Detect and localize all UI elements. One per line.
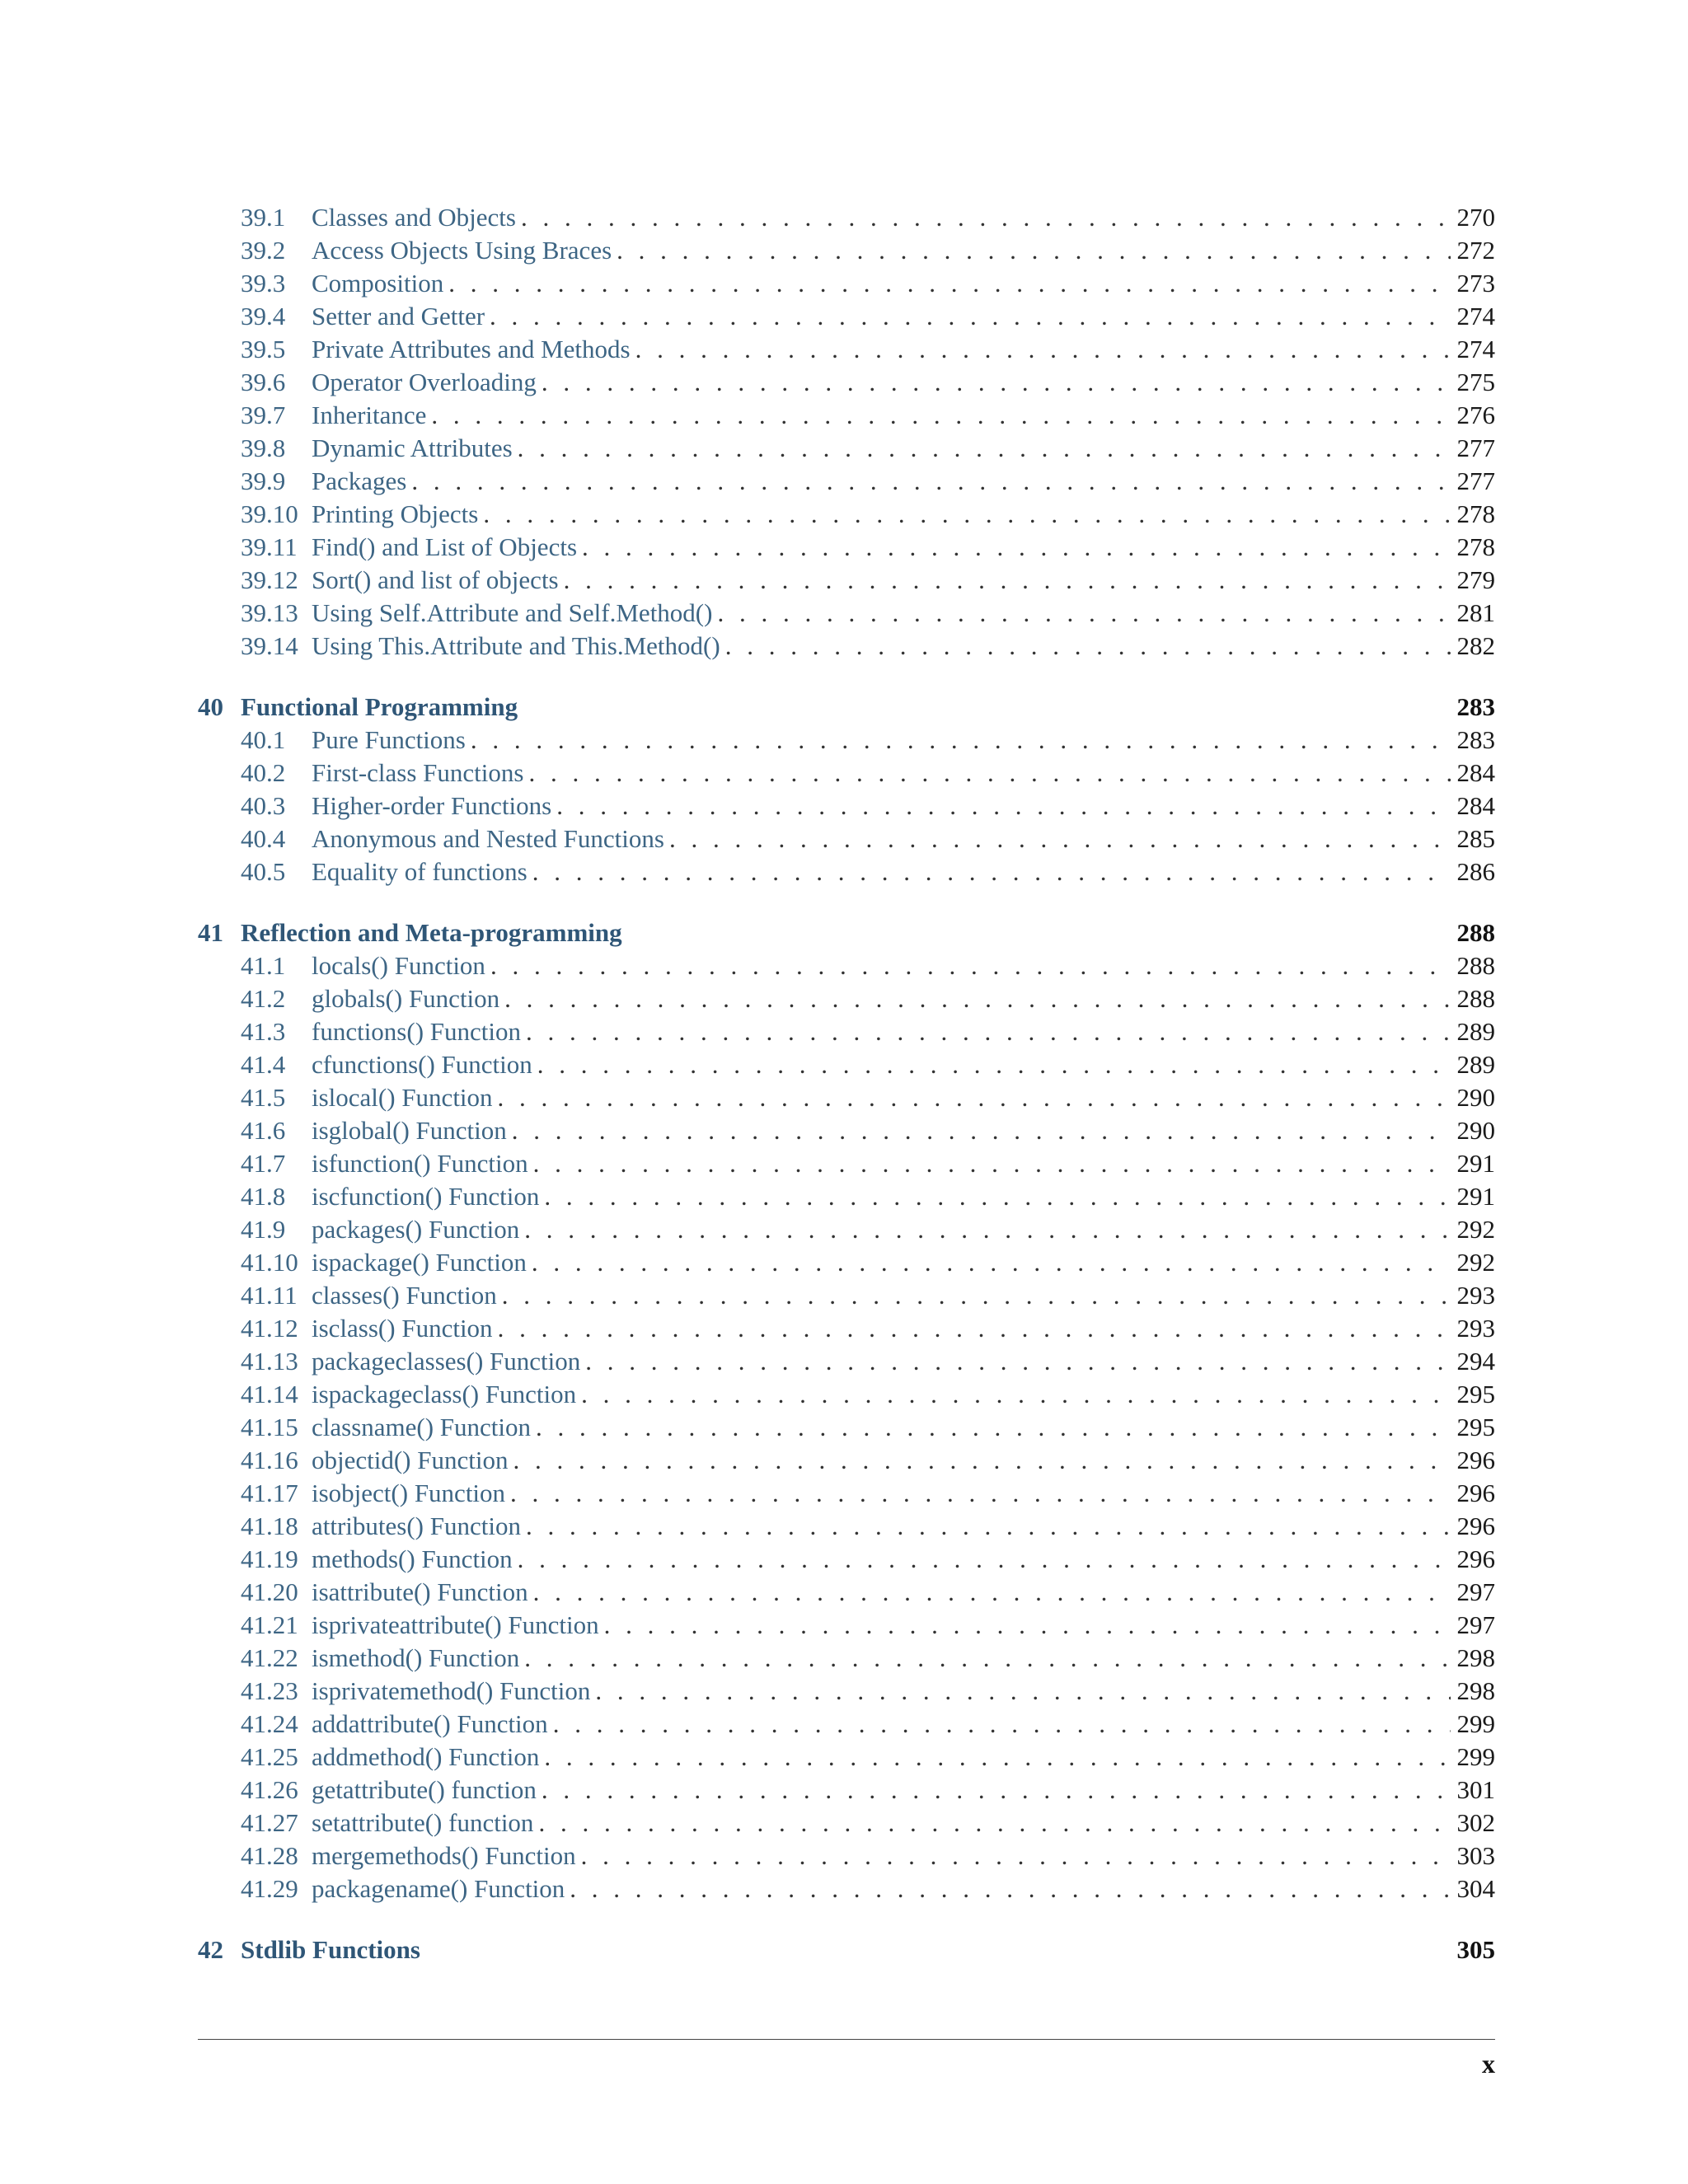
- page-number[interactable]: 296: [1456, 1544, 1495, 1573]
- section-title-link[interactable]: isclass() Function: [312, 1314, 493, 1343]
- page-number[interactable]: 276: [1456, 401, 1495, 429]
- toc-section-entry[interactable]: [198, 949, 1495, 982]
- dot-leader: [536, 1411, 1451, 1444]
- toc-section-entry[interactable]: [198, 1510, 1495, 1543]
- section-number[interactable]: 41.11: [241, 1281, 298, 1310]
- chapter-title-link[interactable]: Reflection and Meta-programming: [241, 918, 622, 947]
- toc-section-entry[interactable]: [198, 1180, 1495, 1213]
- section-number[interactable]: 41.5: [241, 1083, 286, 1112]
- chapter-number[interactable]: 42: [198, 1935, 223, 1964]
- section-title-link[interactable]: classes() Function: [312, 1281, 497, 1310]
- section-number[interactable]: 39.10: [241, 499, 298, 528]
- dot-leader: [431, 399, 1451, 432]
- section-title-link[interactable]: isprivatemethod() Function: [312, 1676, 591, 1705]
- page-number[interactable]: 283: [1456, 725, 1495, 754]
- page-folio: x: [1482, 2049, 1495, 2079]
- section-title-link[interactable]: Composition: [312, 269, 444, 298]
- section-title-link[interactable]: iscfunction() Function: [312, 1182, 540, 1211]
- page-number[interactable]: 292: [1456, 1215, 1495, 1244]
- dot-leader: [498, 1081, 1451, 1114]
- dot-leader: [471, 724, 1451, 757]
- section-number[interactable]: 40.3: [241, 791, 286, 820]
- dot-leader: [513, 1444, 1451, 1477]
- section-title-link[interactable]: Pure Functions: [312, 725, 466, 754]
- page-number[interactable]: 274: [1456, 335, 1495, 363]
- page-number[interactable]: 283: [1456, 692, 1495, 721]
- dot-leader: [604, 1609, 1451, 1642]
- toc-section-entry[interactable]: [198, 1543, 1495, 1576]
- section-number[interactable]: 41.3: [241, 1017, 286, 1046]
- toc-section-entry[interactable]: [198, 1345, 1495, 1378]
- section-number[interactable]: 41.29: [241, 1874, 298, 1903]
- section-title-link[interactable]: Operator Overloading: [312, 368, 537, 396]
- section-title-link[interactable]: mergemethods() Function: [312, 1841, 576, 1870]
- dot-leader: [533, 1576, 1451, 1609]
- section-title-link[interactable]: attributes() Function: [312, 1511, 521, 1540]
- toc-section-entry[interactable]: [198, 1675, 1495, 1708]
- toc-section-entry[interactable]: [198, 597, 1495, 630]
- page-number[interactable]: 292: [1456, 1248, 1495, 1277]
- section-number[interactable]: 41.17: [241, 1479, 298, 1507]
- section-title-link[interactable]: Classes and Objects: [312, 203, 516, 232]
- section-number[interactable]: 41.13: [241, 1347, 298, 1376]
- section-title-link[interactable]: isglobal() Function: [312, 1116, 507, 1145]
- toc-section-entry[interactable]: [198, 1609, 1495, 1642]
- dot-leader: [570, 1872, 1451, 1905]
- section-number[interactable]: 39.12: [241, 565, 298, 594]
- section-number[interactable]: 40.1: [241, 725, 286, 754]
- section-title-link[interactable]: Anonymous and Nested Functions: [312, 824, 664, 853]
- section-number[interactable]: 41.22: [241, 1643, 298, 1672]
- page-number[interactable]: 296: [1456, 1479, 1495, 1507]
- dot-leader: [542, 366, 1451, 399]
- page-number[interactable]: 284: [1456, 791, 1495, 820]
- section-title-link[interactable]: locals() Function: [312, 951, 485, 980]
- section-title-link[interactable]: isobject() Function: [312, 1479, 506, 1507]
- toc-section-entry[interactable]: [198, 1048, 1495, 1081]
- toc-section-entry[interactable]: [198, 399, 1495, 432]
- section-title-link[interactable]: packageclasses() Function: [312, 1347, 581, 1376]
- page-number[interactable]: 305: [1456, 1935, 1495, 1964]
- toc-section-entry[interactable]: [198, 757, 1495, 790]
- page-number[interactable]: 282: [1456, 631, 1495, 660]
- section-number[interactable]: 39.3: [241, 269, 286, 298]
- toc-section-entry[interactable]: [198, 982, 1495, 1015]
- page-number[interactable]: 289: [1456, 1017, 1495, 1046]
- page-number[interactable]: 284: [1456, 758, 1495, 787]
- section-title-link[interactable]: methods() Function: [312, 1544, 513, 1573]
- page-number[interactable]: 303: [1456, 1841, 1495, 1870]
- dot-leader: [553, 1708, 1451, 1741]
- dot-leader: [448, 267, 1451, 300]
- toc-section-entry[interactable]: [198, 1444, 1495, 1477]
- dot-leader: [544, 1180, 1451, 1213]
- toc-section-entry[interactable]: [198, 1246, 1495, 1279]
- page-number[interactable]: 278: [1456, 499, 1495, 528]
- section-title-link[interactable]: isattribute() Function: [312, 1577, 528, 1606]
- section-title-link[interactable]: packages() Function: [312, 1215, 520, 1244]
- dot-leader: [502, 1279, 1451, 1312]
- section-title-link[interactable]: addattribute() Function: [312, 1709, 548, 1738]
- section-title-link[interactable]: Sort() and list of objects: [312, 565, 559, 594]
- dot-leader: [512, 1114, 1451, 1147]
- dot-leader: [669, 823, 1451, 855]
- page-number[interactable]: 275: [1456, 368, 1495, 396]
- page-number[interactable]: 294: [1456, 1347, 1495, 1376]
- dot-leader: [526, 1510, 1451, 1543]
- toc-section-entry[interactable]: [198, 1147, 1495, 1180]
- page-number[interactable]: 288: [1456, 951, 1495, 980]
- dot-leader: [532, 855, 1451, 888]
- section-number[interactable]: 39.6: [241, 368, 286, 396]
- section-title-link[interactable]: functions() Function: [312, 1017, 521, 1046]
- toc-section-entry[interactable]: [198, 1114, 1495, 1147]
- toc-section-entry[interactable]: [198, 333, 1495, 366]
- section-number[interactable]: 41.16: [241, 1446, 298, 1474]
- page-number[interactable]: 298: [1456, 1676, 1495, 1705]
- toc-section-entry[interactable]: [198, 432, 1495, 465]
- toc-section-entry[interactable]: [198, 300, 1495, 333]
- toc-section-entry[interactable]: [198, 366, 1495, 399]
- section-number[interactable]: 39.9: [241, 466, 286, 495]
- section-title-link[interactable]: islocal() Function: [312, 1083, 493, 1112]
- section-title-link[interactable]: ismethod() Function: [312, 1643, 520, 1672]
- page-number[interactable]: 301: [1456, 1775, 1495, 1804]
- page-number[interactable]: 272: [1456, 236, 1495, 265]
- dot-leader: [635, 333, 1451, 366]
- toc-section-entry[interactable]: [198, 267, 1495, 300]
- toc-section-entry[interactable]: [198, 531, 1495, 564]
- dot-leader: [498, 1312, 1451, 1345]
- section-title-link[interactable]: globals() Function: [312, 984, 500, 1013]
- section-number[interactable]: 41.8: [241, 1182, 286, 1211]
- section-number[interactable]: 39.1: [241, 203, 286, 232]
- section-number[interactable]: 41.28: [241, 1841, 298, 1870]
- section-title-link[interactable]: Dynamic Attributes: [312, 434, 513, 462]
- toc-section-entry[interactable]: [198, 790, 1495, 823]
- toc-section-entry[interactable]: [198, 1741, 1495, 1774]
- dot-leader: [581, 1378, 1451, 1411]
- section-number[interactable]: 41.27: [241, 1808, 298, 1837]
- page-number[interactable]: 299: [1456, 1709, 1495, 1738]
- chapter-title-link[interactable]: Stdlib Functions: [241, 1935, 420, 1964]
- section-number[interactable]: 39.7: [241, 401, 286, 429]
- dot-leader: [521, 201, 1451, 234]
- page-number[interactable]: 291: [1456, 1182, 1495, 1211]
- section-number[interactable]: 39.14: [241, 631, 298, 660]
- toc-section-entry[interactable]: [198, 1840, 1495, 1872]
- section-number[interactable]: 41.7: [241, 1149, 286, 1178]
- page-number[interactable]: 289: [1456, 1050, 1495, 1079]
- toc-section-entry[interactable]: [198, 234, 1495, 267]
- section-number[interactable]: 41.2: [241, 984, 286, 1013]
- page-number[interactable]: 296: [1456, 1446, 1495, 1474]
- dot-leader: [524, 1642, 1451, 1675]
- dot-leader: [544, 1741, 1451, 1774]
- section-number[interactable]: 39.8: [241, 434, 286, 462]
- toc-section-entry[interactable]: [198, 1642, 1495, 1675]
- toc-section-entry[interactable]: [198, 465, 1495, 498]
- page-number[interactable]: 291: [1456, 1149, 1495, 1178]
- page-number[interactable]: 277: [1456, 434, 1495, 462]
- page-number[interactable]: 296: [1456, 1511, 1495, 1540]
- dot-leader: [585, 1345, 1451, 1378]
- dot-leader: [483, 498, 1451, 531]
- page-number[interactable]: 297: [1456, 1577, 1495, 1606]
- toc-section-entry[interactable]: [198, 1477, 1495, 1510]
- section-number[interactable]: 41.26: [241, 1775, 298, 1804]
- page-number[interactable]: 293: [1456, 1314, 1495, 1343]
- section-number[interactable]: 41.20: [241, 1577, 298, 1606]
- section-number[interactable]: 40.2: [241, 758, 286, 787]
- page-number[interactable]: 290: [1456, 1083, 1495, 1112]
- dot-leader: [411, 465, 1451, 498]
- section-number[interactable]: 39.2: [241, 236, 286, 265]
- toc-section-entry[interactable]: [198, 630, 1495, 663]
- section-title-link[interactable]: Using Self.Attribute and Self.Method(): [312, 598, 713, 627]
- page-number[interactable]: 295: [1456, 1413, 1495, 1441]
- section-number[interactable]: 40.5: [241, 857, 286, 886]
- toc-section-entry[interactable]: [198, 1807, 1495, 1840]
- section-number[interactable]: 39.13: [241, 598, 298, 627]
- section-number[interactable]: 41.9: [241, 1215, 286, 1244]
- page-number[interactable]: 285: [1456, 824, 1495, 853]
- toc-section-entry[interactable]: [198, 1081, 1495, 1114]
- section-title-link[interactable]: Equality of functions: [312, 857, 528, 886]
- dot-leader: [556, 790, 1451, 823]
- page-number[interactable]: 279: [1456, 565, 1495, 594]
- dot-leader: [717, 597, 1451, 630]
- page-number[interactable]: 278: [1456, 532, 1495, 561]
- section-title-link[interactable]: getattribute() function: [312, 1775, 537, 1804]
- section-title-link[interactable]: Printing Objects: [312, 499, 479, 528]
- dot-leader: [564, 564, 1451, 597]
- section-title-link[interactable]: Inheritance: [312, 401, 427, 429]
- toc-section-entry[interactable]: [198, 1576, 1495, 1609]
- toc-section-entry[interactable]: [198, 201, 1495, 234]
- dot-leader: [538, 1807, 1451, 1840]
- dot-leader: [533, 1147, 1451, 1180]
- page-number[interactable]: 293: [1456, 1281, 1495, 1310]
- section-number[interactable]: 41.21: [241, 1610, 298, 1639]
- section-number[interactable]: 41.23: [241, 1676, 298, 1705]
- toc-section-entry[interactable]: [198, 1279, 1495, 1312]
- section-title-link[interactable]: ispackage() Function: [312, 1248, 527, 1277]
- section-title-link[interactable]: Using This.Attribute and This.Method(): [312, 631, 720, 660]
- section-number[interactable]: 41.6: [241, 1116, 286, 1145]
- dot-leader: [510, 1477, 1451, 1510]
- section-title-link[interactable]: isfunction() Function: [312, 1149, 528, 1178]
- section-title-link[interactable]: Find() and List of Objects: [312, 532, 578, 561]
- toc-chapter-entry[interactable]: [198, 916, 1495, 949]
- section-number[interactable]: 39.5: [241, 335, 286, 363]
- toc-section-entry[interactable]: [198, 823, 1495, 855]
- section-number[interactable]: 41.14: [241, 1380, 298, 1408]
- dot-leader: [725, 630, 1451, 663]
- toc-section-entry[interactable]: [198, 1708, 1495, 1741]
- chapter-number[interactable]: 40: [198, 692, 223, 721]
- dot-leader: [490, 300, 1451, 333]
- page-number[interactable]: 277: [1456, 466, 1495, 495]
- section-title-link[interactable]: objectid() Function: [312, 1446, 509, 1474]
- toc-chapter-entry[interactable]: [198, 691, 1495, 724]
- section-title-link[interactable]: cfunctions() Function: [312, 1050, 532, 1079]
- section-number[interactable]: 41.18: [241, 1511, 298, 1540]
- toc-section-entry[interactable]: [198, 564, 1495, 597]
- page-number[interactable]: 288: [1456, 984, 1495, 1013]
- section-title-link[interactable]: Packages: [312, 466, 407, 495]
- toc-section-entry[interactable]: [198, 1213, 1495, 1246]
- section-title-link[interactable]: Private Attributes and Methods: [312, 335, 631, 363]
- section-number[interactable]: 41.4: [241, 1050, 286, 1079]
- dot-leader: [528, 757, 1451, 790]
- page-number[interactable]: 288: [1456, 918, 1495, 947]
- section-title-link[interactable]: Setter and Getter: [312, 302, 485, 330]
- dot-leader: [581, 1840, 1451, 1872]
- dot-leader: [595, 1675, 1451, 1708]
- dot-leader: [542, 1774, 1451, 1807]
- section-title-link[interactable]: addmethod() Function: [312, 1742, 540, 1771]
- section-number[interactable]: 41.25: [241, 1742, 298, 1771]
- page-number[interactable]: 270: [1456, 203, 1495, 232]
- dot-leader: [532, 1246, 1451, 1279]
- section-number[interactable]: 41.19: [241, 1544, 298, 1573]
- chapter-number[interactable]: 41: [198, 918, 223, 947]
- dot-leader: [490, 949, 1451, 982]
- toc-section-entry[interactable]: [198, 1872, 1495, 1905]
- toc-section-entry[interactable]: [198, 855, 1495, 888]
- section-number[interactable]: 39.4: [241, 302, 286, 330]
- section-title-link[interactable]: Higher-order Functions: [312, 791, 552, 820]
- dot-leader: [526, 1015, 1451, 1048]
- dot-leader: [617, 234, 1451, 267]
- dot-leader: [518, 1543, 1451, 1576]
- toc-section-entry[interactable]: [198, 498, 1495, 531]
- section-title-link[interactable]: setattribute() function: [312, 1808, 534, 1837]
- page-number[interactable]: 281: [1456, 598, 1495, 627]
- dot-leader: [504, 982, 1451, 1015]
- chapter-title-link[interactable]: Functional Programming: [241, 692, 518, 721]
- section-title-link[interactable]: First-class Functions: [312, 758, 524, 787]
- page-number[interactable]: 286: [1456, 857, 1495, 886]
- section-title-link[interactable]: Access Objects Using Braces: [312, 236, 612, 265]
- dot-leader: [518, 432, 1451, 465]
- page-number[interactable]: 302: [1456, 1808, 1495, 1837]
- toc-chapter-entry[interactable]: [198, 1933, 1495, 1966]
- page-number[interactable]: 299: [1456, 1742, 1495, 1771]
- section-number[interactable]: 39.11: [241, 532, 298, 561]
- section-number[interactable]: 40.4: [241, 824, 286, 853]
- dot-leader: [524, 1213, 1451, 1246]
- section-title-link[interactable]: packagename() Function: [312, 1874, 565, 1903]
- dot-leader: [582, 531, 1451, 564]
- section-title-link[interactable]: isprivateattribute() Function: [312, 1610, 599, 1639]
- toc-section-entry[interactable]: [198, 724, 1495, 757]
- footer-rule: [198, 2039, 1495, 2040]
- page-number[interactable]: 274: [1456, 302, 1495, 330]
- toc-section-entry[interactable]: [198, 1774, 1495, 1807]
- page-number[interactable]: 295: [1456, 1380, 1495, 1408]
- section-number[interactable]: 41.10: [241, 1248, 298, 1277]
- section-title-link[interactable]: ispackageclass() Function: [312, 1380, 577, 1408]
- toc-section-entry[interactable]: [198, 1378, 1495, 1411]
- page-number[interactable]: 304: [1456, 1874, 1495, 1903]
- page-number[interactable]: 297: [1456, 1610, 1495, 1639]
- toc-section-entry[interactable]: [198, 1411, 1495, 1444]
- section-number[interactable]: 41.12: [241, 1314, 298, 1343]
- page-number[interactable]: 290: [1456, 1116, 1495, 1145]
- section-number[interactable]: 41.15: [241, 1413, 298, 1441]
- toc-section-entry[interactable]: [198, 1312, 1495, 1345]
- section-number[interactable]: 41.1: [241, 951, 286, 980]
- section-number[interactable]: 41.24: [241, 1709, 298, 1738]
- page-number[interactable]: 298: [1456, 1643, 1495, 1672]
- toc-section-entry[interactable]: [198, 1015, 1495, 1048]
- section-title-link[interactable]: classname() Function: [312, 1413, 532, 1441]
- table-of-contents: [198, 201, 1495, 1966]
- dot-leader: [537, 1048, 1451, 1081]
- page-number[interactable]: 273: [1456, 269, 1495, 298]
